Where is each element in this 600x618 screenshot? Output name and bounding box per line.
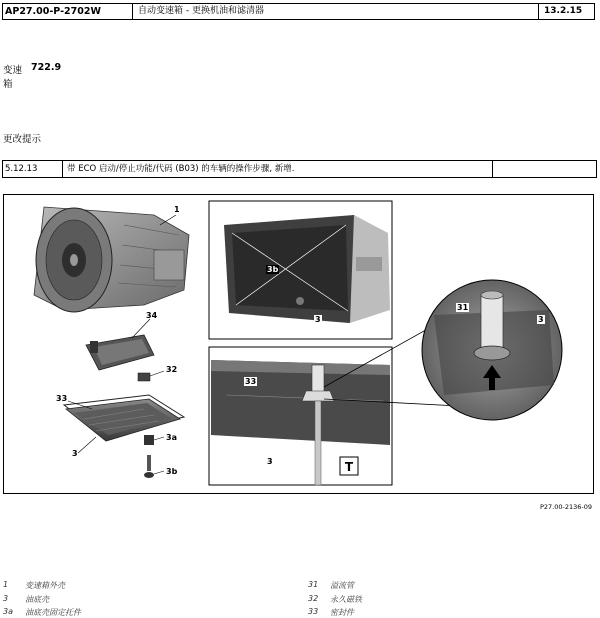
callout-3-zoom: 3 [538, 315, 544, 324]
legend-num-1: 1 [3, 580, 9, 589]
callout-1: 1 [174, 205, 180, 214]
oil-filter [86, 335, 154, 370]
document-id: AP27.00-P-2702W [5, 6, 101, 17]
callout-33-photo: 33 [245, 377, 257, 386]
applicability-label-line2: 箱 [3, 79, 13, 90]
legend-num-31: 31 [308, 580, 319, 589]
callout-3-photo: 3 [267, 457, 273, 466]
legend-text-32: 永久磁铁 [330, 595, 362, 604]
legend-text-33: 密封件 [330, 608, 354, 617]
document-title: 自动变速箱 - 更换机油和滤清器 [132, 4, 538, 19]
document-header [2, 3, 595, 20]
drain-detail-photo [209, 347, 392, 485]
legend-text-3a: 油底壳固定托件 [25, 608, 81, 617]
overflow-pipe-zoom [422, 280, 562, 420]
legend-num-3a: 3a [3, 607, 13, 616]
legend-num-32: 32 [308, 594, 319, 603]
callout-32: 32 [166, 365, 178, 374]
permanent-magnet [138, 373, 150, 381]
callout-31: 31 [457, 303, 469, 312]
svg-text:T: T [344, 460, 354, 474]
callout-3b-left: 3b [166, 467, 178, 476]
transmission-housing [34, 207, 189, 312]
callout-3-left: 3 [72, 449, 78, 458]
drain-plug-parts [144, 435, 154, 478]
change-date: 5.12.13 [5, 164, 38, 174]
change-notice-row [2, 160, 597, 178]
callout-33-left: 33 [56, 394, 68, 403]
figure-frame [3, 194, 594, 494]
callout-34: 34 [146, 311, 158, 320]
legend-num-3: 3 [3, 594, 9, 603]
applicability-value: 722.9 [31, 62, 62, 73]
document-date: 13.2.15 [538, 4, 594, 19]
change-notice-heading: 更改提示 [3, 134, 42, 145]
pan-underside-photo [209, 201, 392, 339]
legend-text-1: 变速箱外壳 [25, 581, 65, 590]
callout-3b-photo: 3b [267, 265, 279, 274]
callout-3-top-photo: 3 [315, 315, 321, 324]
callout-3a: 3a [166, 433, 177, 442]
legend-text-3: 油底壳 [25, 595, 49, 604]
change-extra [492, 161, 596, 177]
applicability-label-line1: 变速 [3, 65, 23, 76]
legend-num-33: 33 [308, 607, 319, 616]
legend-text-31: 溢流管 [330, 581, 354, 590]
change-text: 带 ECO 启动/停止功能/代码 (B03) 的车辆的操作步骤, 新增. [62, 161, 492, 177]
transmission-illustration [4, 195, 593, 493]
figure-id: P27.00-2136-09 [539, 503, 592, 511]
